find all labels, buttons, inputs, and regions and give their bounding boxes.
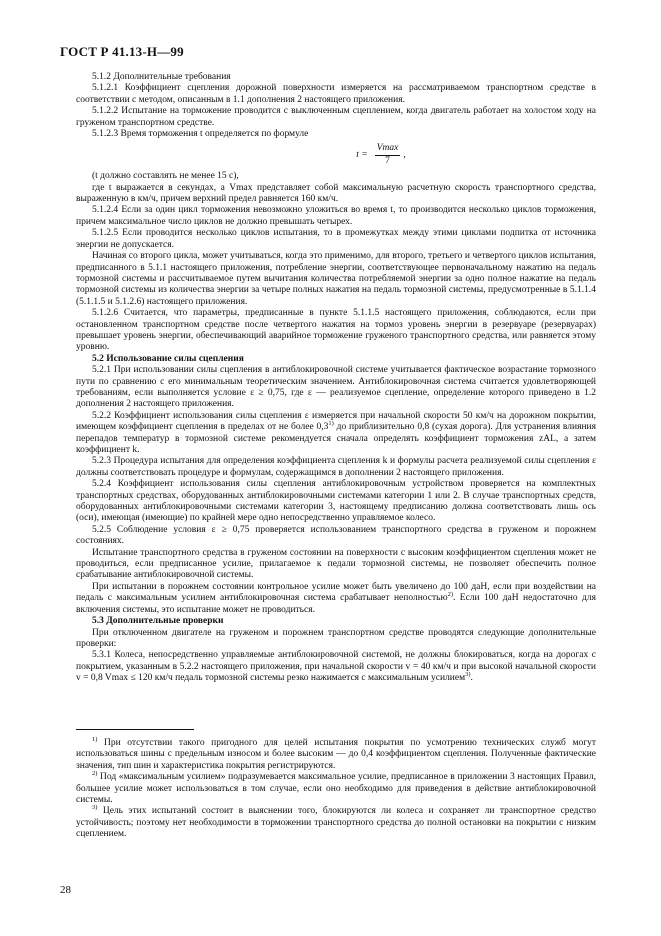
paragraph-text: При испытании в порожнем состоянии контрольное усилие может быть увеличено до 100 даН, если при воздействии на педаль с максимальным усилием антиблокировочная система срабатывает неполностью xyxy=(76,581,596,604)
paragraph: При отключенном двигателе на груженом и порожнем транспортном средстве проводятся следующие дополнительные проверки: xyxy=(76,627,596,649)
footnotes xyxy=(76,735,597,841)
formula-tail: , xyxy=(403,149,406,160)
paragraph: Испытание транспортного средства в груженом состоянии на поверхности с высоким коэффициентом сцепления может не проводиться, если предписанное усилие, прилагаемое к педали тормозной системы, не позволяет обеспечить полное срабатывание антиблокировочной системы. xyxy=(76,547,596,581)
paragraph-text: 5.2.2 Коэффициент использования силы сцепления ε измеряется при начальной скорости 50 км/ч на дорожном покрытии, имеющем коэффициент сцепления в пределах от не более 0,3 xyxy=(76,410,596,433)
paragraph-text: . Если 100 даН недостаточно для включения системы, это испытание может не проводиться. xyxy=(76,593,596,615)
paragraph: 5.1.2.3 Время торможения t определяется по формуле xyxy=(92,129,309,140)
page-number: 28 xyxy=(60,884,71,896)
footnote-ref: 3) xyxy=(465,670,471,678)
footnote-ref: 1) xyxy=(328,420,334,428)
paragraph: 5.1.2.4 Если за один цикл торможения невозможно уложиться во время t, то производится несколько циклов торможения, причем максимальное число циклов не должно превышать четырех. xyxy=(76,205,596,227)
footnote-text: Под «максимальным усилием» подразумевается максимальное усилие, предписанное в приложении 3 настоящих Правил, большее усилие может использоваться в том случае, если оно необходимо для приведения в действие антиблокировочной системы. xyxy=(76,772,597,806)
paragraph: 5.2.4 Коэффициент использования силы сцепления антиблокировочным устройством проверяется на комплектных транспортных средствах, оборудованных антиблокировочными системами категории 1 или 2. В случае транспортных средств, оборудованных антиблокировочными системами категории 3, настоящему предписанию должна соответствовать лишь ось (оси), имеющая (имеющие) по крайней мере одно непосредственно управляемое колесо. xyxy=(76,479,596,524)
footnote-text: При отсутствии такого пригодного для целей испытания покрытия по усмотрению технических служб могут использоваться шины с предельным износом и более высоким — до 0,4 коэффициентом сцепления. Полученные фактические значения, тип шин и характеристика покрытия регистрируются. xyxy=(76,738,597,771)
footnote-text: Цель этих испытаний состоит в выяснении того, блокируются ли колеса и сохраняет ли транспортное средство устойчивость; поэтому нет необходимости в торможении транспортного средства до полной остановки на покрытии с низким сцеплением. xyxy=(76,806,597,840)
paragraph: 5.2.1 При использовании силы сцепления в антиблокировочной системе учитывается фактическое возрастание тормозного пути по сравнению с его минимальным теоретическим значением. Антиблокировочная система считается удовлетворяющей требованиям, если выполняется условие ε ≥ 0,75, где ε — реализуемое сцепление, определение которого приведено в 1.2 дополнения 2 настоящего приложения. xyxy=(76,365,596,410)
paragraph: 5.1.2.5 Если проводится несколько циклов испытания, то в промежутках между этими циклами подпитка от источника энергии не допускается. xyxy=(76,228,596,250)
section-heading: 5.3 Дополнительные проверки xyxy=(92,616,224,627)
formula-lhs: t = xyxy=(356,149,368,160)
footnote xyxy=(76,772,596,806)
formula-denominator: 7 xyxy=(385,155,390,166)
paragraph: (t должно составлять не менее 15 с), xyxy=(92,171,239,182)
footnote-ref: 2) xyxy=(447,591,453,599)
paragraph xyxy=(76,650,596,684)
footnote-mark: 1) xyxy=(92,735,98,743)
document-header: ГОСТ Р 41.13-Н—99 xyxy=(60,44,184,59)
paragraph: где t выражается в секундах, а Vmax представляет собой максимальную расчетную скорость транспортного средства, выраженную в км/ч, причем верхний предел равняется 160 км/ч. xyxy=(76,182,596,205)
paragraph: 5.2.3 Процедура испытания для определения коэффициента сцепления k и формулы расчета реализуемой силы сцепления ε должны соответствовать процедуре и формулам, содержащимся в дополнении 2 настоящего приложения. xyxy=(76,456,596,478)
footnote xyxy=(76,806,596,840)
paragraph: 5.1.2.6 Считается, что параметры, предписанные в пункте 5.1.1.5 настоящего приложения, соблюдаются, если при остановленном транспортном средстве после четвертого нажатия на тормоз уровень энергии в резервуаре (резервуарах) превышает уровень энергии, обеспечивающий аварийное торможение груженого транспортного средства, или равняется этому уровню. xyxy=(76,308,596,353)
footnote-divider xyxy=(76,729,194,730)
paragraph xyxy=(76,411,596,457)
paragraph: 5.2.5 Соблюдение условия ε ≥ 0,75 проверяется использованием транспортного средства в груженом и порожнем состояниях. xyxy=(76,524,596,547)
paragraph-text: 5.3.1 Колеса, непосредственно управляемые антиблокировочной системой, не должны блокироваться, когда на дорогах с покрытием, указанным в 5.2.2 настоящего приложения, при начальной скорости v = 40 км/ч и при высокой начальной скорости v = 0,8 Vmax ≤ 120 км/ч педаль тормозной системы резко нажимается с максимальным усилием xyxy=(76,650,596,684)
paragraph: 5.1.2.2 Испытание на торможение проводится с выключенным сцеплением, когда двигатель работает на холостом ходу на груженом транспортном средстве. xyxy=(76,106,596,128)
paragraph: 5.1.2.1 Коэффициент сцепления дорожной поверхности измеряется на рассматриваемом транспортном средстве в соответствии с методом, описанным в 1.1 дополнения 2 настоящего приложения. xyxy=(76,83,596,105)
footnote-mark: 3) xyxy=(92,804,98,812)
footnote-mark: 2) xyxy=(92,770,98,778)
paragraph-text: . xyxy=(470,673,473,684)
document-body xyxy=(76,72,596,685)
braking-time-formula xyxy=(76,143,596,167)
section-heading: 5.2 Использование силы сцепления xyxy=(92,353,244,364)
paragraph-text: до приблизительно 0,8 (сухая дорога). Для устранения влияния перепадов температур в тормозной системе рекомендуется сначала определять коэффициент торможения zAL, а затем коэффициент k. xyxy=(76,422,596,455)
formula-numerator: Vmax xyxy=(375,143,401,155)
paragraph xyxy=(76,582,596,616)
paragraph: Начиная со второго цикла, может учитываться, когда это применимо, для второго, третьего и четвертого циклов испытания, предписанного в 5.1.1 настоящего приложения, потребление энергии, соответствующее первоначальному нажатию на педаль тормозной системы и рассчитываемое путем вычитания количества потребляемой энергии за одно полное нажатие на педаль тормозной системы из количества энергии за четыре полных нажатия на педаль тормозной системы, предусмотренные в 5.1.1.4 (5.1.1.5 и 5.1.2.6) настоящего приложения. xyxy=(76,251,596,307)
paragraph: 5.1.2 Дополнительные требования xyxy=(92,72,231,82)
formula-fraction xyxy=(375,143,401,167)
footnote xyxy=(76,735,597,772)
